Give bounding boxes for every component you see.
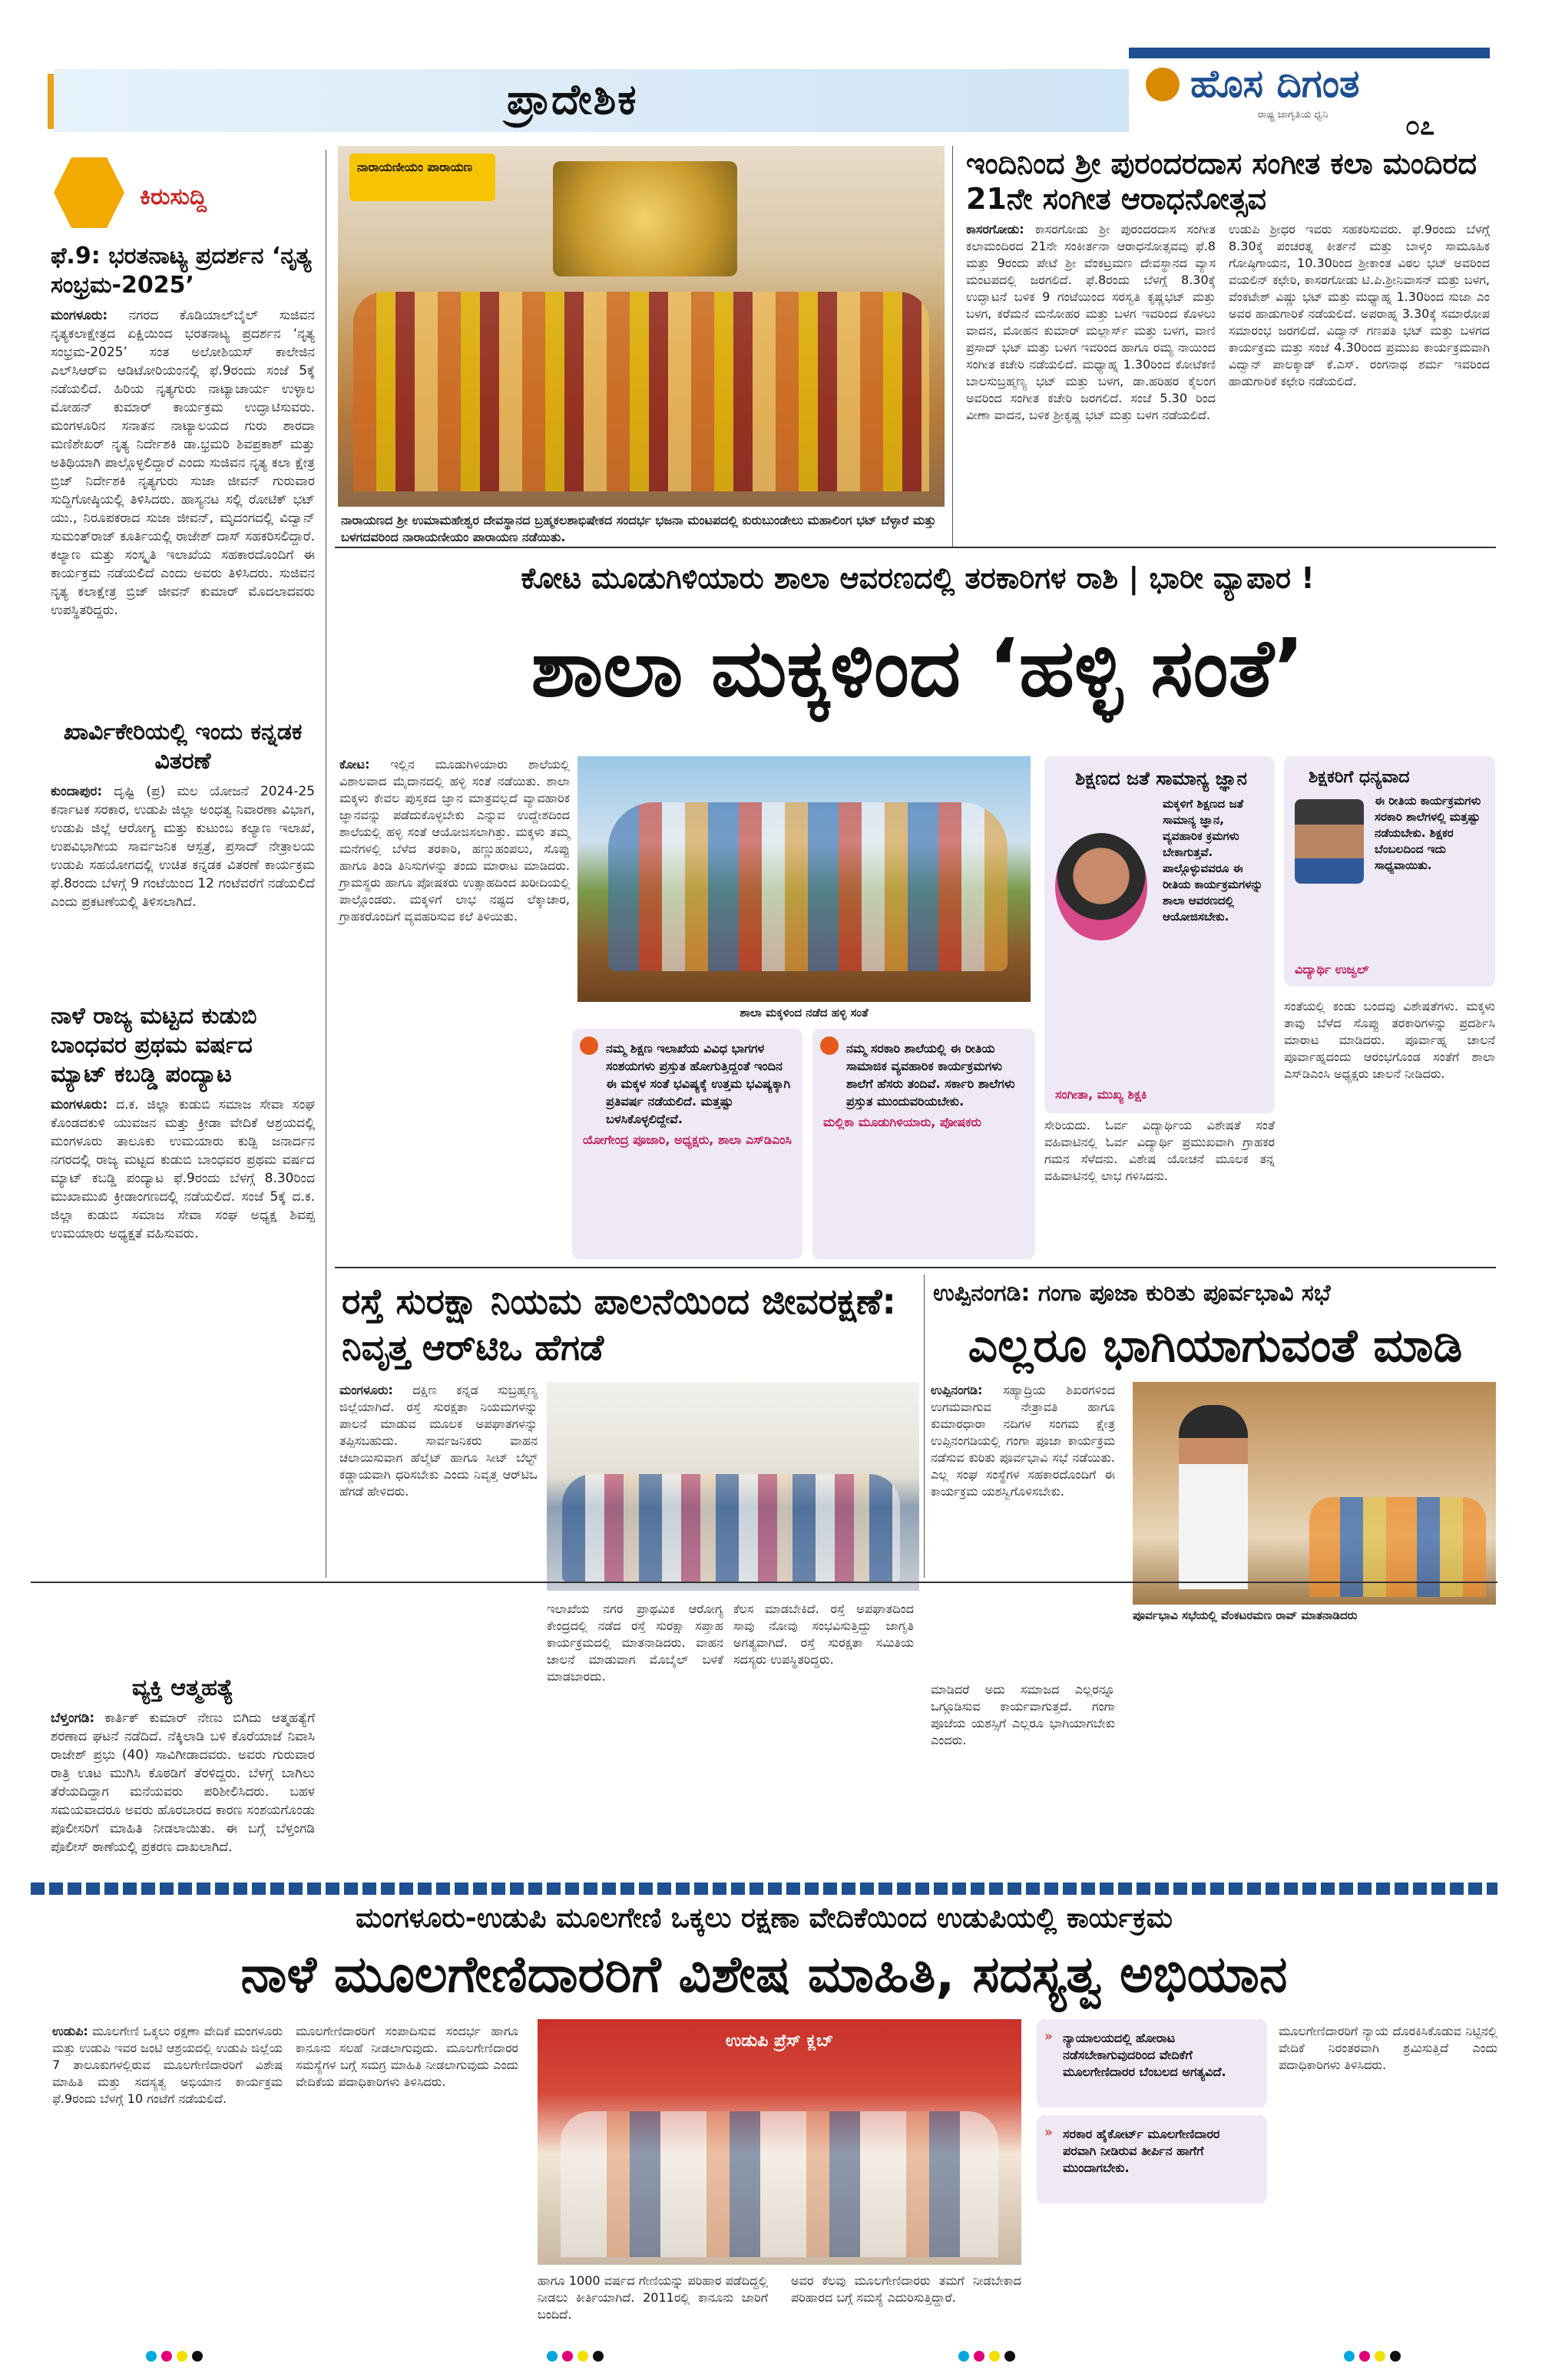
moolageni-col-1: ಉಡುಪಿ: ಮೂಲಗೇಣಿ ಒಕ್ಕಲು ರಕ್ಷಣಾ ವೇದಿಕೆ ಮಂಗಳೂರು ಮತ್ತು ಉಡುಪಿ ಇವರ ಜಂಟಿ ಆಶ್ರಯದಲ್ಲಿ ಉಡುಪಿ ಜಿಲ್ಲೆಯ 7 ತಾಲೂಕುಗಳಲ್ಲಿರುವ ಮೂಲಗೇಣಿದಾರರಿಗೆ ವಿಶೇಷ ಮಾಹಿತಿ ಮತ್ತು ಸದಸ್ಯತ್ವ ಅಭಿಯಾನ ಕಾರ್ಯಕ್ರಮ ಫೆ.9ರಂದು ಬೆಳಗ್ಗೆ 10 ಗಂಟೆಗೆ ನಡೆಯಲಿದೆ.	[52, 2024, 283, 2106]
kirusuddi-body: ಕುಂದಾಪುರ: ದೃಷ್ಟಿ (ಪ್ರ) ಮಲ ಯೋಜನೆ 2024-25 ಕರ್ನಾಟಕ ಸರಕಾರ, ಉಡುಪಿ ಜಿಲ್ಲಾ ಅಂಧತ್ವ ನಿವಾರಣಾ ವಿಭಾಗ, ಉಡುಪಿ ಜಿಲ್ಲೆ ಆರೋಗ್ಯ ಮತ್ತು ಕುಟುಂಬ ಕಲ್ಯಾಣ ಇಲಾಖೆ, ಉಪವಿಭಾಗೀಯ ಸಾರ್ವಜನಿಕ ಆಸ್ಪತ್ರೆ, ಪ್ರಸಾದ್ ನೇತ್ರಾಲಯ ಉಡುಪಿ ಸಹಯೋಗದಲ್ಲಿ ಉಚಿತ ಕನ್ನಡಕ ವಿತರಣೆ ಕಾರ್ಯಕ್ರಮ ಫೆ.8ರಂದು ಬೆಳಗ್ಗೆ 9 ಗಂಟೆಯಿಂದ 12 ಗಂಟೆವರೆಗೆ ನಡೆಯಲಿದೆ ಎಂದು ಪ್ರಕಟಣೆಯಲ್ಲಿ ತಿಳಿಸಲಾಗಿದೆ.	[51, 784, 316, 910]
uppinangady-col-2: ಮಾಡಿದರೆ ಅದು ಸಮಾಜದ ಎಲ್ಲರನ್ನೂ ಒಗ್ಗೂಡಿಸುವ ಕಾರ್ಯವಾಗುತ್ತದೆ. ಗಂಗಾ ಪೂಜೆಯ ಯಶಸ್ಸಿಗೆ ಎಲ್ಲರೂ ಭಾಗಿಯಾಗಬೇಕು ಎಂದರು.	[931, 1682, 1115, 1747]
dateline: ಉಪ್ಪಿನಂಗಡಿ:	[931, 1383, 983, 1397]
santhe-photo	[577, 756, 1031, 1002]
kirusuddi-badge	[54, 157, 307, 234]
kirusuddi-body: ಮಂಗಳೂರು: ನಗರದ ಕೊಡಿಯಾಲ್‌ಬೈಲ್ ಸುಜಿವನ ನೃತ್ಯಕಲಾಕ್ಷೇತ್ರದ ಏಕ್ಷಿಯಿಂದ ಭರತನಾಟ್ಯ ಪ್ರದರ್ಶನ ‘ನೃತ್ಯ ಸಂಭ್ರಮ-2025’ ಸಂತ ಅಲೋಶಿಯಸ್ ಕಾಲೇಜಿನ ಎಲ್‌ಸಿಆರ್‌ಐ ಆಡಿಟೋರಿಯಂನಲ್ಲಿ ಫೆ.9ರಂದು ಸಂಜೆ 5ಕ್ಕೆ ನಡೆಯಲಿದೆ. ಹಿರಿಯ ನೃತ್ಯಗುರು ನಾಟ್ಯಾಚಾರ್ಯ ಉಳ್ಳಾಲ ಮೋಹನ್ ಕುಮಾರ್ ಕಾರ್ಯಕ್ರಮ ಉದ್ಘಾಟಿಸುವರು. ಮಂಗಳೂರಿನ ಸನಾತನ ನಾಟ್ಯಾಲಯದ ಗುರು ಶಾರದಾ ಮಣಿಶೇಖರ್ ನೃತ್ಯ ನಿರ್ದೇಶಕಿ ಡಾ.ಭ್ರಮರಿ ಶಿವಪ್ರಕಾಶ್ ಮತ್ತು ಅತಿಥಿಯಾಗಿ ಪಾಲ್ಗೊಳ್ಳಲಿದ್ದಾರೆ ಎಂದು ಸುಜಿವನ ನೃತ್ಯ ಕಲಾ ಕ್ಷೇತ್ರ ಬ್ರಿಜ್ ನಿರ್ದೇಶಕಿ ನೃತ್ಯಗುರು ಸುಜಾ ಜೀವನ್ ಗುರುವಾರ ಸುದ್ದಿಗೋಷ್ಠಿಯಲ್ಲಿ ತಿಳಿಸಿದರು. ಹಾಸ್ಯನಟ ಸಲ್ಲಿ ರೋಟಿಕ್ ಭಟ್ ಯು., ನಿರೂಪಕರಾದ ಸುಜಾ ಜೀವನ್, ಮೃದಂಗದಲ್ಲಿ ವಿದ್ವಾನ್ ಸುಮಂತ್‌ರಾಜ್ ಕೂರ್ತಿಯಲ್ಲಿ ರಾಜೇಶ್ ದಾಸ್ ಸಹಕರಿಸಲಿದ್ದಾರೆ. ಕಲ್ಯಾಣ ಮತ್ತು ಸಂಸ್ಕೃತಿ ಇಲಾಖೆಯ ಸಹಕಾರದೊಂದಿಗೆ ಈ ಕಾರ್ಯಕ್ರಮ ನಡೆಯಲಿದೆ ಎಂದು ಅವರು ತಿಳಿಸಿದರು. ಸುಜಿವನ ನೃತ್ಯ ಕಲಾಕ್ಷೇತ್ರ ಬ್ರಿಜ್ ಜೀವನ್ ಕುಮಾರ್ ಮೊದಲಾದವರು ಉಪಸ್ಥಿತರಿದ್ದರು.	[51, 308, 315, 618]
moolageni-col-3: ಹಾಗೂ 1000 ವರ್ಷದ ಗೇಣಿಯನ್ನು ಪರಿಹಾರ ಪಡೆದಿದ್ದಲ್ಲಿ ನೀಡಲು ಕೀರ್ತಿಯಾಗಿದೆ. 2011ರಲ್ಲಿ ಕಾನೂನು ಜಾರಿಗೆ ಬಂದಿದೆ.	[538, 2273, 768, 2322]
kirusuddi-body: ಮಂಗಳೂರು: ದ.ಕ. ಜಿಲ್ಲಾ ಕುಡುಬಿ ಸಮಾಜ ಸೇವಾ ಸಂಘ ಕೊಂಡದಕುಳಿ ಯುವಜನ ಮತ್ತು ಕ್ರೀಡಾ ವೇದಿಕೆ ಆಶ್ರಯದಲ್ಲಿ ಮಂಗಳೂರು ತಾಲೂಕು ಉಮಯಾರು ಕುಡ್ಪಿ ಜನಾರ್ದನ ನಗರದಲ್ಲಿ ರಾಜ್ಯ ಮಟ್ಟದ ಕುಡುಬಿ ಬಾಂಧವರ ಪ್ರಥಮ ವರ್ಷದ ಮ್ಯಾಟ್ ಕಬಡ್ಡಿ ಪಂದ್ಯಾಟ ಫೆ.9ರಂದು ಬೆಳಗ್ಗೆ 8.30ರಿಂದ ಮುಖಾಮುಖಿ ಕ್ರೀಡಾಂಗಣದಲ್ಲಿ ನಡೆಯಲಿದೆ. ಸಂಜೆ 5ಕ್ಕೆ ದ.ಕ. ಜಿಲ್ಲಾ ಕುಡುಬಿ ಸಮಾಜ ಸೇವಾ ಸಂಘ ಅಧ್ಯಕ್ಷ ಶಿವಪ್ಪ ಉಮಯಾರು ಅಧ್ಯಕ್ಷತೆ ವಹಿಸುವರು.	[51, 1097, 316, 1241]
kirusuddi-title: ವ್ಯಕ್ತಿ ಆತ್ಮಹತ್ಯೆ	[131, 1674, 234, 1701]
registration-mark	[577, 2351, 588, 2362]
registration-mark	[562, 2351, 573, 2362]
box-text: ನ್ಯಾಯಾಲಯದಲ್ಲಿ ಹೋರಾಟ ನಡೆಸಬೇಕಾಗುವುದರಿಂದ ವೇದಿಕೆಗೆ ಮೂಲಗೇಣಿದಾರರ ಬೆಂಬಲದ ಅಗತ್ಯವಿದೆ.	[1063, 2031, 1226, 2079]
santhe-col-3: ಸೇರಿಯದು. ಓರ್ವ ವಿದ್ಯಾರ್ಥಿಯ ವಿಶೇಷತೆ ಸಂತೆ ವಹಿವಾಟಿನಲ್ಲಿ ಓರ್ವ ವಿದ್ಯಾರ್ಥಿ ಪ್ರಮುಖವಾಗಿ ಗ್ರಾಹಕರ ಗಮನ ಸೆಳೆದನು. ವಿಶೇಷ ಯೋಚನೆ ಮೂಲಕ ತನ್ನ ವಹಿವಾಟಿನಲ್ಲಿ ಲಾಭ ಗಳಿಸಿದನು.	[1044, 1118, 1275, 1183]
registration-mark	[989, 2351, 1000, 2362]
student-photo	[1295, 799, 1364, 884]
press-club-banner: ಉಡುಪಿ ಪ್ರೆಸ್ ಕ್ಲಬ್	[725, 2031, 834, 2051]
moolageni-headline: ನಾಳೆ ಮೂಲಗೇಣಿದಾರರಿಗೆ ವಿಶೇಷ ಮಾಹಿತಿ, ಸದಸ್ಯತ್ವ ಅಭಿಯಾನ	[240, 1945, 1288, 2004]
registration-mark	[177, 2351, 187, 2362]
brand-logo-icon	[1146, 68, 1180, 101]
moolageni-box-1	[1037, 2019, 1267, 2107]
quote-icon	[820, 1036, 839, 1055]
people-group	[608, 802, 1008, 971]
colour-rule	[31, 1883, 1497, 1895]
uppinangady-photo	[1133, 1382, 1496, 1605]
dateline: ಮಂಗಳೂರು:	[339, 1383, 393, 1397]
narayaneeyam-tag: ನಾರಾಯಣೀಯಂ ಪಾರಾಯಣ	[349, 154, 495, 201]
audience-group	[562, 1474, 900, 1582]
brand-box	[1129, 48, 1490, 141]
kirusuddi-title: ಖಾರ್ವಿಕೇರಿಯಲ್ಲಿ ಇಂದು ಕನ್ನಡಕ ವಿತರಣೆ	[63, 719, 303, 775]
section-title: ಪ್ರಾದೇಶಿಕ	[507, 75, 638, 124]
dateline: ಉಡುಪಿ:	[52, 2024, 88, 2038]
box-body: ಈ ರೀತಿಯ ಕಾರ್ಯಕ್ರಮಗಳು ಸರಕಾರಿ ಶಾಲೆಗಳಲ್ಲಿ ಮತ್ತಷ್ಟು ನಡೆಯಬೇಕು. ಶಿಕ್ಷಕರ ಬೆಂಬಲದಿಂದ ಇದು ಸಾಧ್ಯವಾಯಿತು.	[1375, 794, 1481, 872]
kirusuddi-title: ಫೆ.9: ಭರತನಾಟ್ಯ ಪ್ರದರ್ಶನ ‘ನೃತ್ಯ ಸಂಭ್ರಮ-2025’	[51, 243, 312, 299]
road-col-1: ಮಂಗಳೂರು: ದಕ್ಷಿಣ ಕನ್ನಡ ಸುಬ್ರಹ್ಮಣ್ಯ ಜಿಲ್ಲೆಯಾಗಿದೆ. ರಸ್ತೆ ಸುರಕ್ಷತಾ ನಿಯಮಗಳನ್ನು ಪಾಲನೆ ಮಾಡುವ ಮೂಲಕ ಅಪಘಾತಗಳನ್ನು ತಪ್ಪಿಸಬಹುದು. ಸಾರ್ವಜನಿಕರು ವಾಹನ ಚಲಾಯಿಸುವಾಗ ಹೆಲ್ಮೆಟ್ ಹಾಗೂ ಸೀಟ್ ಬೆಲ್ಟ್ ಕಡ್ಡಾಯವಾಗಿ ಧರಿಸಬೇಕು ಎಂದು ನಿವೃತ್ತ ಆರ್‌ಟಿಒ ಹೆಗಡೆ ಹೇಳಿದರು.	[339, 1383, 538, 1499]
group-people	[353, 292, 929, 491]
dateline: ಕುಂದಾಪುರ:	[51, 784, 103, 799]
brand-name: ಹೊಸ ದಿಗಂತ	[1190, 61, 1360, 106]
santhe-headline: ಶಾಲಾ ಮಕ್ಕಳಿಂದ ‘ಹಳ್ಳಿ ಸಂತೆ’	[531, 621, 1305, 715]
moolageni-photo	[538, 2019, 1021, 2265]
santhe-teacher-box	[1044, 756, 1275, 1113]
registration-mark	[1390, 2351, 1401, 2362]
dateline: ಕಾಸರಗೋಡು:	[966, 222, 1024, 236]
page-number: ೦೭	[1405, 111, 1435, 141]
moolageni-col-2: ಮೂಲಗೇಣಿದಾರರಿಗೆ ಸಂಪಾದಿಸುವ ಸಂದರ್ಭ ಹಾಗೂ ಕಾನೂನು ಸಲಹೆ ನೀಡಲಾಗುವುದು. ಮೂಲಗೇಣಿದಾರರ ಸಮಸ್ಯೆಗಳ ಬಗ್ಗೆ ಸಮಗ್ರ ಮಾಹಿತಿ ನೀಡಲಾಗುವುದು ಎಂದು ವೇದಿಕೆಯ ಪದಾಧಿಕಾರಿಗಳು ತಿಳಿಸಿದರು.	[296, 2024, 518, 2089]
registration-mark	[593, 2351, 604, 2362]
moolageni-col-6: ಮೂಲಗೇಣಿದಾರರಿಗೆ ನ್ಯಾಯ ದೊರಕಿಸಿಕೊಡುವ ನಿಟ್ಟಿನಲ್ಲಿ ವೇದಿಕೆ ನಿರಂತರವಾಗಿ ಶ್ರಮಿಸುತ್ತಿದೆ ಎಂದು ಪದಾಧಿಕಾರಿಗಳು ತಿಳಿಸಿದರು.	[1279, 2024, 1497, 2072]
quote-sign: ಮಲ್ಲಿಕಾ ಮೂಡುಗಿಳಿಯಾರು, ಪೋಷಕರು	[823, 1115, 982, 1129]
registration-mark	[547, 2351, 558, 2362]
road-photo	[547, 1382, 919, 1591]
road-headline: ರಸ್ತೆ ಸುರಕ್ಷಾ ನಿಯಮ ಪಾಲನೆಯಿಂದ ಜೀವರಕ್ಷಣೆ: ನಿವೃತ್ತ ಆರ್‌ಟಿಒ ಹೆಗಡೆ	[342, 1281, 896, 1368]
hand-icon	[54, 157, 124, 228]
quote-sign: ಯೋಗೇಂದ್ರ ಪೂಜಾರಿ, ಅಧ್ಯಕ್ಷರು, ಶಾಲಾ ಎಸ್‌ಡಿಎಂಸಿ	[583, 1132, 792, 1147]
arrow-icon: »	[1044, 2124, 1054, 2140]
column-divider	[924, 1274, 925, 1578]
section-divider	[31, 1582, 1497, 1583]
box-sign: ಸಂಗೀತಾ, ಮುಖ್ಯ ಶಿಕ್ಷಕಿ	[1055, 1087, 1147, 1102]
kirusuddi-item-2	[51, 718, 315, 911]
dateline: ಮಂಗಳೂರು:	[51, 1097, 108, 1112]
registration-mark	[161, 2351, 172, 2362]
kirusuddi-item-4	[51, 1674, 315, 1856]
masthead	[0, 0, 1542, 146]
uppinangady-kicker: ಉಪ್ಪಿನಂಗಡಿ: ಗಂಗಾ ಪೂಜಾ ಕುರಿತು ಪೂರ್ವಭಾವಿ ಸಭೆ	[933, 1280, 1331, 1307]
narayaneeyam-caption: ನಾರಾಯಣದ ಶ್ರೀ ಉಮಾಮಹೇಶ್ವರ ದೇವಸ್ಥಾನದ ಬ್ರಹ್ಮಕಲಶಾಭಿಷೇಕದ ಸಂದರ್ಭ ಭಜನಾ ಮಂಟಪದಲ್ಲಿ ಕುರುಬುಂಡೇಲು ಮಹಾಲಿಂಗ ಭಟ್ ಬೆಳ್ಳಾರೆ ಮತ್ತು ಬಳಗದವರಿಂದ ನಾರಾಯಣೀಯಂ ಪಾರಾಯಣ ನಡೆಯಿತು.	[341, 513, 936, 544]
brand-top-bar	[1129, 48, 1490, 58]
box-sign: ವಿದ್ಯಾರ್ಥಿ ಉಜ್ವಲ್	[1295, 962, 1369, 977]
purandara-col-2: ಉಡುಪಿ ಶ್ರೀಧರ ಇವರು ಸಹಕರಿಸುವರು. ಫೆ.9ರಂದು ಬೆಳಗ್ಗೆ 8.30ಕ್ಕೆ ಪಂಚರತ್ನ ಕೀರ್ತನೆ ಮತ್ತು ಬಾಳ್ಕಂ ಸಾಮೂಹಿಕ ಗೋಷ್ಠಿಗಾಯನ, 10.30ರಿಂದ ಶ್ರೀಕಾಂತ ವಿಠಲ ಭಟ್ ಅವರಿಂದ ವಯಲಿನ್ ಕಛೇರಿ, ಕಾಸರಗೋಡು ಟಿ.ಪಿ.ಶ್ರೀನಿವಾಸನ್ ಮತ್ತು ಬಳಗ, ವೆಂಕಟೇಶ್ ವಿಷ್ಣು ಭಟ್ ಮತ್ತು ಮಧ್ಯಾಹ್ನ 1.30ರಿಂದ ಸುಜಾ ಎಂ ಅವರ ಹಾಡುಗಾರಿಕೆ ನಡೆಯಲಿದೆ. ಅಪರಾಹ್ನ 3.30ಕ್ಕೆ ಸಮಾರೋಪ ಸಮಾರಂಭ ಜರಗಲಿದೆ. ವಿದ್ವಾನ್ ಗಣಪತಿ ಭಟ್ ಮತ್ತು ಬಳಗದ ಕಾರ್ಯಕ್ರಮ ಮತ್ತು ಸಂಜೆ 4.30ರಿಂದ ಪ್ರಮುಖ ಕಾರ್ಯಕ್ರಮವಾಗಿ ವಿದ್ವಾನ್ ಪಾಲಕ್ಕಾಡ್ ಕೆ.ಎಸ್. ರಂಗನಾಥ ಶರ್ಮ ಇವರಿಂದ ಹಾಡುಗಾರಿಕೆ ಕಛೇರಿ ನಡೆಯಲಿದೆ.	[1229, 222, 1490, 388]
dateline: ಮಂಗಳೂರು:	[51, 308, 108, 323]
santhe-col-1: ಕೋಟ: ಇಲ್ಲಿನ ಮೂಡುಗಿಳಿಯಾರು ಶಾಲೆಯಲ್ಲಿ ವಿಶಾಲವಾದ ಮೈದಾನದಲ್ಲಿ ಹಳ್ಳಿ ಸಂತೆ ನಡೆಯಿತು. ಶಾಲಾ ಮಕ್ಕಳು ಕೇವಲ ಪುಸ್ತಕದ ಜ್ಞಾನ ಮಾತ್ರವಲ್ಲದೆ ವ್ಯಾವಹಾರಿಕ ಜ್ಞಾನವನ್ನು ಪಡೆದುಕೊಳ್ಳಬೇಕು ಎನ್ನುವ ಉದ್ದೇಶದಿಂದ ಶಾಲೆಯಲ್ಲಿ ಹಳ್ಳಿ ಸಂತೆ ಆಯೋಜಿಸಲಾಗಿತ್ತು. ಮಕ್ಕಳು ತಮ್ಮ ಮನೆಗಳಲ್ಲಿ ಬೆಳೆದ ತರಕಾರಿ, ಹಣ್ಣುಹಂಪಲು, ಸೊಪ್ಪು ಹಾಗೂ ತಿಂಡಿ ತಿನಿಸುಗಳನ್ನು ತಂದು ಮಾರಾಟ ಮಾಡಿದರು. ಗ್ರಾಮಸ್ಥರು ಹಾಗೂ ಪೋಷಕರು ಉತ್ಸಾಹದಿಂದ ಖರೀದಿಯಲ್ಲಿ ಪಾಲ್ಗೊಂಡರು. ಮಕ್ಕಳಿಗೆ ಲಾಭ ನಷ್ಟದ ಲೆಕ್ಕಾಚಾರ, ಗ್ರಾಹಕರೊಂದಿಗೆ ವ್ಯವಹರಿಸುವ ಕಲೆ ತಿಳಿಯಿತು.	[339, 757, 570, 924]
uppinangady-headline: ಎಲ್ಲರೂ ಭಾಗಿಯಾಗುವಂತೆ ಮಾಡಿ	[968, 1319, 1463, 1373]
kirusuddi-label: ಕಿರುಸುದ್ದಿ	[140, 183, 207, 210]
quote-icon	[580, 1036, 598, 1055]
moolageni-kicker: ಮಂಗಳೂರು-ಉಡುಪಿ ಮೂಲಗೇಣಿ ಒಕ್ಕಲು ರಕ್ಷಣಾ ವೇದಿಕೆಯಿಂದ ಉಡುಪಿಯಲ್ಲಿ ಕಾರ್ಯಕ್ರಮ	[356, 1902, 1173, 1934]
brand-tagline: ರಾಷ್ಟ್ರ ಜಾಗೃತಿಯ ಧ್ವನಿ	[1258, 109, 1329, 121]
quote-text: ನಮ್ಮ ಸರಕಾರಿ ಶಾಲೆಯಲ್ಲಿ ಈ ರೀತಿಯ ಸಾಮಾಜಿಕ ವ್ಯವಹಾರಿಕ ಕಾರ್ಯಕ್ರಮಗಳು ಶಾಲೆಗೆ ಹೆಸರು ತಂದಿವೆ. ಸರ್ಕಾರಿ ಶಾಲೆಗಳು ಪ್ರಸ್ತುತ ಮುಂದುವರಿಯಬೇಕು.	[846, 1041, 1015, 1109]
masthead-left-bar	[48, 74, 54, 129]
santhe-quote-box-2	[812, 1029, 1035, 1259]
speaker	[1179, 1405, 1248, 1589]
santhe-col-4: ಸಂತೆಯಲ್ಲಿ ಕಂಡು ಬಂದವು ವಿಶೇಷತೆಗಳು. ಮಕ್ಕಳು ತಾವು ಬೆಳೆದ ಸೊಪ್ಪು ತರಕಾರಿಗಳನ್ನು ಪ್ರದರ್ಶಿಸಿ ಮಾರಾಟ ಮಾಡಿದರು. ಪೂರ್ವಾಹ್ನ ಚಾಲನೆ ಪೂರ್ವಾಹ್ನದಂದು ಆರಂಭಗೊಂಡ ಸಂತೆಗೆ ಶಾಲಾ ಎಸ್‌ಡಿಎಂಸಿ ಅಧ್ಯಕ್ಷರು ಚಾಲನೆ ನೀಡಿದರು.	[1284, 999, 1495, 1081]
teacher-photo	[1055, 833, 1147, 940]
purandara-col-1: ಕಾಸರಗೋಡು: ಕಾಸರಗೋಡು ಶ್ರೀ ಪುರಂದರದಾಸ ಸಂಗೀತ ಕಲಾಮಂದಿರದ 21ನೇ ಸಂಕೀರ್ತನಾ ಆರಾಧನೋತ್ಸವವು ಫೆ.8 ಮತ್ತು 9ರಂದು ಪೇಟೆ ಶ್ರೀ ವೆಂಕಟ್ರಮಣ ದೇವಸ್ಥಾನದ ವ್ಯಾಸ ಮಂಟಪದಲ್ಲಿ ಜರಗಲಿದೆ. ಫೆ.8ರಂದು ಬೆಳಗ್ಗೆ 8.30ಕ್ಕೆ ಉದ್ಘಾಟನೆ ಬಳಿಕ 9 ಗಂಟೆಯಿಂದ ಸರಸ್ವತಿ ಕೃಷ್ಣಭಟ್ ಮತ್ತು ಬಳಗ, ಕರೆಮನೆ ಮನೋಹರ ಮತ್ತು ಬಳಗ ಇವರಿಂದ ಕೊಳಲು ವಾದನ, ಮೋಹನ ಕುಮಾರ್ ಮಲ್ಲಾರ್ಸ್ ಮತ್ತು ಬಳಗ, ವಾಣಿ ಪ್ರಸಾದ್ ಭಟ್ ಮತ್ತು ಬಳಗ ಇವರಿಂದ ಹಾಗೂ ರಮ್ಯ ನಾಯಿಂದ ಸಂಗೀತ ಕಚೇರಿ ನಡೆಯಲಿದೆ. ಮಧ್ಯಾಹ್ನ 1.30ರಿಂದ ಕೋಟೆಕಣಿ ಬಾಲಸುಬ್ರಹ್ಮಣ್ಯ ಭಟ್ ಮತ್ತು ಬಳಗ, ಡಾ.ಹರಿಹರ ಕೈಲಂಗ ಅವರಿಂದ ಸಂಗೀತ ಕಚೇರಿ ಜರಗಲಿದೆ. ಸಂಜೆ 5.30 ರಿಂದ ವೀಣಾ ವಾದನ, ಬಳಿಕ ಶ್ರೀಕೃಷ್ಣ ಭಟ್ ಮತ್ತು ಬಳಗ ನಡೆಯಲಿದೆ.	[966, 222, 1216, 422]
dateline: ಬೆಳ್ತಂಗಡಿ:	[51, 1711, 95, 1726]
registration-mark	[146, 2351, 157, 2362]
registration-mark	[192, 2351, 203, 2362]
kirusuddi-body: ಬೆಳ್ತಂಗಡಿ: ಕಾರ್ತಿಕ್ ಕುಮಾರ್ ನೇಣು ಬಿಗಿದು ಆತ್ಮಹತ್ಯೆಗೆ ಶರಣಾದ ಘಟನೆ ನಡೆದಿದೆ. ನೆಕ್ಕಿಲಾಡಿ ಬಳಿ ಕೊರೆಯಾಜೆ ನಿವಾಸಿ ರಾಜೇಶ್ ಪ್ರಭು (40) ಸಾವಿಗೀಡಾದವರು. ಅವರು ಗುರುವಾರ ರಾತ್ರಿ ಊಟ ಮುಗಿಸಿ ಕೊಠಡಿಗೆ ತೆರಳಿದ್ದರು. ಬೆಳಗ್ಗೆ ಬಾಗಿಲು ತೆರೆಯದಿದ್ದಾಗ ಮನೆಯವರು ಪರಿಶೀಲಿಸಿದರು. ಬಹಳ ಸಮಯವಾದರೂ ಅವರು ಹೊರಬಾರದ ಕಾರಣ ಸಂಶಯಗೊಂಡು ಪೊಲೀಸರಿಗೆ ಮಾಹಿತಿ ನೀಡಲಾಯಿತು. ಈ ಬಗ್ಗೆ ಬೆಳ್ತಂಗಡಿ ಪೊಲೀಸ್ ಠಾಣೆಯಲ್ಲಿ ಪ್ರಕರಣ ದಾಖಲಾಗಿದೆ.	[51, 1711, 315, 1855]
santhe-kicker: ಕೋಟ ಮೂಡುಗಿಳಿಯಾರು ಶಾಲಾ ಆವರಣದಲ್ಲಿ ತರಕಾರಿಗಳ ರಾಶಿ | ಭಾರೀ ವ್ಯಾಪಾರ !	[521, 561, 1315, 595]
registration-mark	[1344, 2351, 1355, 2362]
stage-decoration	[553, 161, 737, 276]
registration-mark	[1375, 2351, 1385, 2362]
santhe-quote-box-1	[572, 1029, 802, 1259]
kirusuddi-title: ನಾಳೆ ರಾಜ್ಯ ಮಟ್ಟದ ಕುಡುಬಿ ಬಾಂಧವರ ಪ್ರಥಮ ವರ್ಷದ ಮ್ಯಾಟ್ ಕಬಡ್ಡಿ ಪಂದ್ಯಾಟ	[51, 1003, 257, 1088]
santhe-student-box	[1284, 756, 1495, 987]
kirusuddi-item-1	[51, 242, 315, 620]
moolageni-col-4: ಅವರ ಕೆಲವು ಮೂಲಗೇಣಿದಾರರು ತಮಗೆ ನೀಡಬೇಕಾದ ಪರಿಹಾರದ ಬಗ್ಗೆ ಸಮಸ್ಯೆ ಎದುರಿಸುತ್ತಿದ್ದಾರೆ.	[791, 2273, 1021, 2305]
dateline: ಕೋಟ:	[339, 757, 370, 772]
box-text: ಸರಕಾರ ಹೈಕೋರ್ಟ್ ಮೂಲಗೇಣಿದಾರರ ಪರವಾಗಿ ನೀಡಿರುವ ತೀರ್ಪಿನ ಹಾಗೆಗೆ ಮುಂದಾಗಬೇಕು.	[1063, 2127, 1220, 2175]
uppinangady-photo-caption: ಪೂರ್ವಭಾವಿ ಸಭೆಯಲ್ಲಿ ವೆಂಕಟರಮಣ ರಾವ್ ಮಾತನಾಡಿದರು	[1133, 1608, 1358, 1622]
section-divider	[335, 1267, 1496, 1268]
road-col-2: ಇಲಾಖೆಯ ನಗರ ಪ್ರಾಥಮಿಕ ಆರೋಗ್ಯ ಕೇಂದ್ರದಲ್ಲಿ ನಡೆದ ರಸ್ತೆ ಸುರಕ್ಷಾ ಸಪ್ತಾಹ ಕಾರ್ಯಕ್ರಮದಲ್ಲಿ ಮಾತನಾಡಿದರು. ವಾಹನ ಚಾಲನೆ ಮಾಡುವಾಗ ಮೊಬೈಲ್ ಬಳಕೆ ಮಾಡಬಾರದು.	[547, 1602, 723, 1684]
purandara-headline: ಇಂದಿನಿಂದ ಶ್ರೀ ಪುರಂದರದಾಸ ಸಂಗೀತ ಕಲಾ ಮಂದಿರದ 21ನೇ ಸಂಗೀತ ಆರಾಧನೋತ್ಸವ	[966, 147, 1477, 216]
box-title: ಶಿಕ್ಷಕರಿಗೆ ಧನ್ಯವಾದ	[1309, 768, 1410, 787]
registration-mark	[974, 2351, 984, 2362]
registration-mark	[958, 2351, 969, 2362]
panel-members	[561, 2111, 998, 2257]
road-col-3: ಕೆಲಸ ಮಾಡಬೇಕಿದೆ. ರಸ್ತೆ ಅಪಘಾತದಿಂದ ಸಾವು ನೋವು ಸಂಭವಿಸುತ್ತಿದ್ದು ಜಾಗೃತಿ ಅಗತ್ಯವಾಗಿದೆ. ರಸ್ತೆ ಸುರಕ್ಷತಾ ಸಮಿತಿಯ ಸದಸ್ಯರು ಉಪಸ್ಥಿತರಿದ್ದರು.	[733, 1602, 914, 1667]
box-body: ಮಕ್ಕಳಿಗೆ ಶಿಕ್ಷಣದ ಜತೆ ಸಾಮಾನ್ಯ ಜ್ಞಾನ, ವ್ಯವಹಾರಿಕ ಕ್ರಮಗಳು ಬೇಕಾಗುತ್ತವೆ. ಪಾಲ್ಗೊಳ್ಳುವವರೂ ಈ ರೀತಿಯ ಕಾರ್ಯಕ್ರಮಗಳನ್ನು ಶಾಲಾ ಆವರಣದಲ್ಲಿ ಆಯೋಜಿಸಬೇಕು.	[1163, 797, 1263, 924]
moolageni-box-2	[1037, 2115, 1267, 2203]
registration-mark	[1004, 2351, 1015, 2362]
quote-text: ನಮ್ಮ ಶಿಕ್ಷಣ ಇಲಾಖೆಯ ವಿವಿಧ ಭಾಗಗಳ ಸಂಶಯಗಳು ಪ್ರಸ್ತುತ ಹೋಗುತ್ತಿದ್ದಂತೆ ಇಂದಿನ ಈ ಮಕ್ಕಳ ಸಂತೆ ಭವಿಷ್ಯಕ್ಕೆ ಉತ್ತಮ ಭವಿಷ್ಯಕ್ಕಾಗಿ ಪ್ರತಿವರ್ಷ ನಡೆಯಲಿದೆ. ಮತ್ತಷ್ಟು ಬಳಸಿಕೊಳ್ಳಲಿದ್ದೇವೆ.	[606, 1041, 791, 1126]
section-divider	[335, 547, 1496, 548]
kirusuddi-item-3	[51, 1002, 315, 1243]
box-title: ಶಿಕ್ಷಣದ ಜತೆ ಸಾಮಾನ್ಯ ಜ್ಞಾನ	[1075, 768, 1248, 789]
registration-mark	[1359, 2351, 1370, 2362]
santhe-photo-caption: ಶಾಲಾ ಮಕ್ಕಳಿಂದ ನಡೆದ ಹಳ್ಳಿ ಸಂತೆ	[740, 1006, 869, 1020]
column-divider	[952, 146, 953, 547]
uppinangady-col-1: ಉಪ್ಪಿನಂಗಡಿ: ಸಹ್ಯಾದ್ರಿಯ ಶಿಖರಗಳಿಂದ ಉಗಮವಾಗುವ ನೇತ್ರಾವತಿ ಹಾಗೂ ಕುಮಾರಧಾರಾ ನದಿಗಳ ಸಂಗಮ ಕ್ಷೇತ್ರ ಉಪ್ಪಿನಂಗಡಿಯಲ್ಲಿ ಗಂಗಾ ಪೂಜಾ ಕಾರ್ಯಕ್ರಮ ನಡೆಸುವ ಕುರಿತು ಪೂರ್ವಭಾವಿ ಸಭೆ ನಡೆಯಿತು. ಎಲ್ಲ ಸಂಘ ಸಂಸ್ಥೆಗಳ ಸಹಕಾರದೊಂದಿಗೆ ಈ ಕಾರ್ಯಕ್ರಮ ಯಶಸ್ವಿಗೊಳಿಸಬೇಕು.	[931, 1383, 1115, 1499]
arrow-icon: »	[1044, 2028, 1054, 2044]
